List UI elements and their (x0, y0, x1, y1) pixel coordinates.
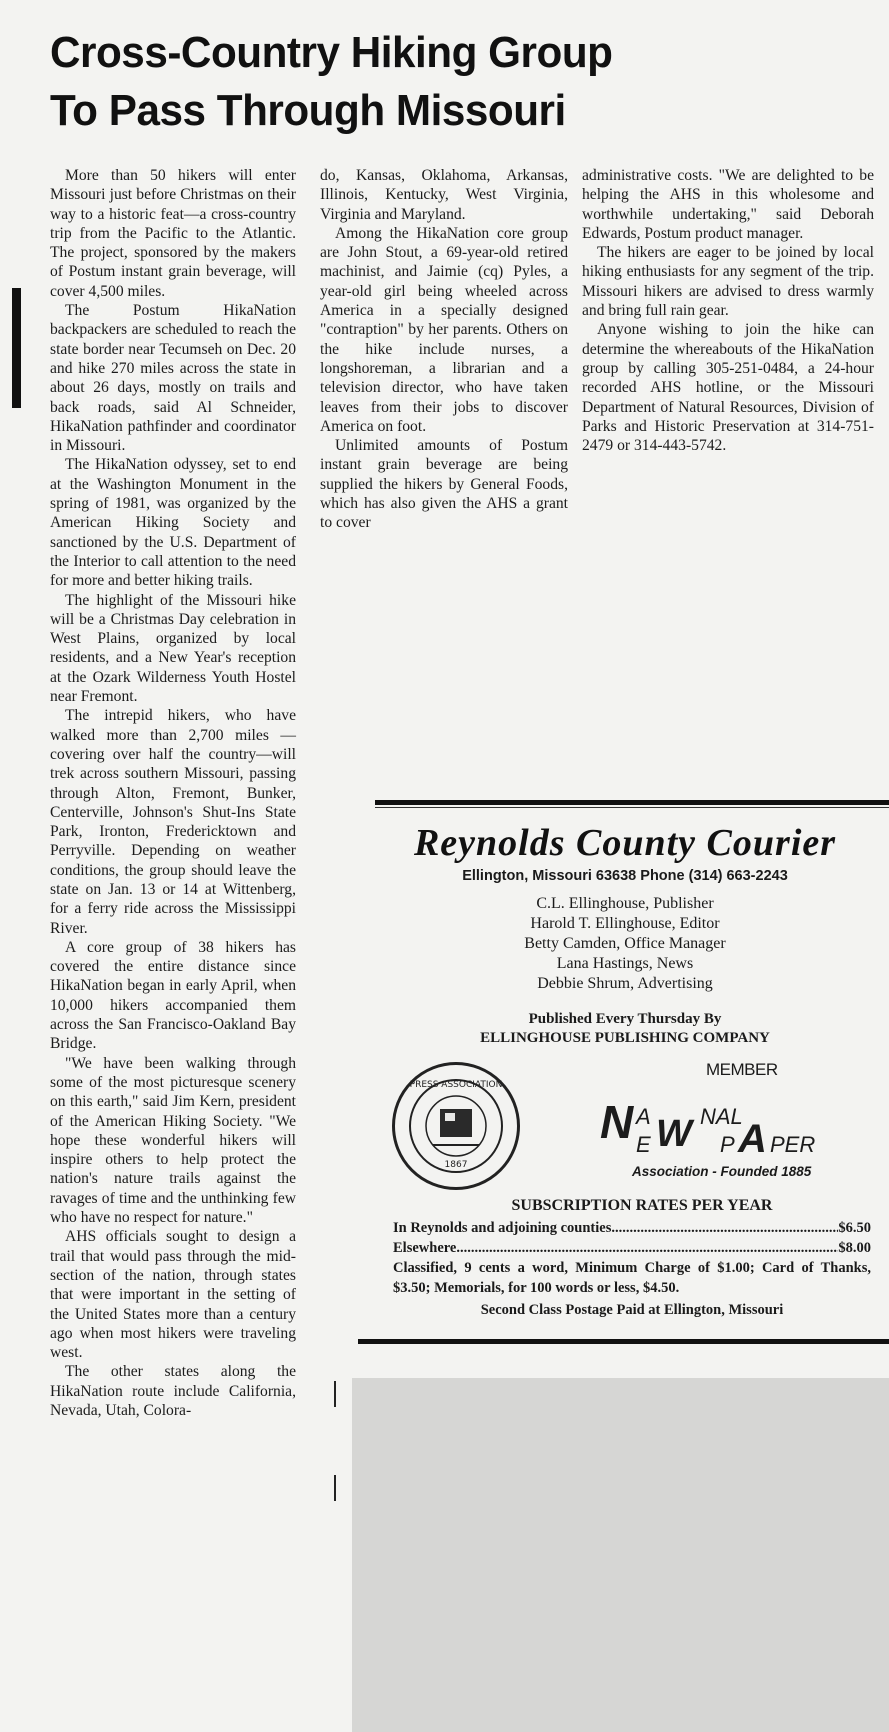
headline (50, 24, 760, 140)
article-paragraph: The other states along the HikaNation route include California, Nevada, Utah, Colora- (50, 1363, 296, 1419)
staff-item: Debbie Shrum, Advertising (537, 975, 713, 992)
nna-association-label: Association - Founded 1885 (632, 1164, 812, 1179)
article-paragraph: The Postum HikaNation backpackers are scheduled to reach the state border near Tecumseh on Dec. 20 and hike 270 miles across the state in about 26 days, mostly on trails and back roads, said Al Schneider, HikaNation pathfinder and coordinator in Missouri. (50, 302, 296, 455)
svg-text:W: W (656, 1113, 692, 1155)
masthead-bottom-rule (358, 1339, 889, 1344)
svg-text:PRESS ASSOCIATION: PRESS ASSOCIATION (409, 1080, 503, 1090)
svg-text:PER: PER (770, 1132, 816, 1157)
newspaper-name: Reynolds County Courier (413, 822, 837, 864)
svg-text:NAL: NAL (700, 1104, 743, 1129)
classified-rates-note: Classified, 9 cents a word, Minimum Charge of $1.00; Card of Thanks, $3.50; Memorials, for 100 words or less, $4.50. (393, 1260, 871, 1296)
article-paragraph: The highlight of the Missouri hike will be a Christmas Day celebration in West Plains, organized by local residents, and a New Year's reception at the Ozark Wilderness Youth Hostel near Fremont. (50, 591, 296, 706)
svg-text:N: N (600, 1098, 634, 1148)
masthead (390, 820, 860, 1048)
svg-text:A: A (738, 1117, 767, 1161)
article-paragraph: The hikers are eager to be joined by local hiking enthusiasts for any segment of the trip. Missouri hikers are advised to dress warmly and bring full rain gear. (582, 244, 874, 320)
margin-tick (334, 1381, 336, 1407)
svg-text:1867: 1867 (444, 1160, 468, 1170)
staff-item: Betty Camden, Office Manager (524, 935, 726, 952)
missouri-press-association-seal-icon (392, 1062, 520, 1190)
rate-row (393, 1218, 871, 1238)
article-paragraph: A core group of 38 hikers has covered the entire distance since HikaNation began in early April, when 10,000 hikers accompanied them across the San Francisco-Oakland Bay Bridge. (50, 938, 296, 1053)
postage-note: Second Class Postage Paid at Ellington, Missouri (480, 1302, 784, 1318)
masthead-top-rule (375, 800, 889, 805)
article-paragraph: Anyone wishing to join the hike can determine the whereabouts of the HikaNation group by calling 305-251-0484, a 24-hour recorded AHS hotline, or the Missouri Department of Natural Resources, Division of Parks and Historic Preservation at 314-751-2479 or 314-443-5742. (582, 321, 874, 455)
staff-list (390, 894, 860, 994)
subscription-box (393, 1196, 871, 1320)
staff-item: C.L. Ellinghouse, Publisher (536, 895, 714, 912)
svg-text:A: A (636, 1104, 651, 1129)
newspaper-address: Ellington, Missouri 63638 Phone (314) 663-2243 (462, 868, 788, 884)
publisher-info (390, 1010, 860, 1048)
article-paragraph: administrative costs. "We are delighted to be helping the AHS in this wholesome and worthwhile undertaking," said Deborah Edwards, Postum product manager. (582, 167, 874, 242)
member-label: MEMBER (706, 1060, 778, 1079)
rate-leader (611, 1218, 838, 1238)
rate-value: $8.00 (838, 1240, 871, 1256)
headline-line-2: To Pass Through Missouri (50, 86, 566, 135)
publisher-name: ELLINGHOUSE PUBLISHING COMPANY (480, 1030, 770, 1046)
rate-value: $6.50 (838, 1220, 871, 1236)
national-newspaper-association-logo-icon (600, 1098, 870, 1168)
published-line: Published Every Thursday By (528, 1011, 722, 1027)
margin-tick (334, 1475, 336, 1501)
margin-mark (12, 288, 21, 408)
rate-label: In Reynolds and adjoining counties (393, 1220, 612, 1236)
blank-gray-area (352, 1378, 889, 1732)
svg-text:E: E (636, 1132, 651, 1157)
rate-leader (456, 1238, 838, 1258)
article-paragraph: do, Kansas, Oklahoma, Arkansas, Illinois, Kentucky, West Virginia, Virginia and Maryland. (320, 167, 568, 223)
article-paragraph: More than 50 hikers will enter Missouri just before Christmas on their way to a historic feat—a cross-country trip from the Pacific to the Atlantic. The project, sponsored by the makers of Postum instant grain beverage, will cover 4,500 miles. (50, 167, 296, 300)
subscription-title: SUBSCRIPTION RATES PER YEAR (511, 1197, 773, 1214)
headline-line-1: Cross-Country Hiking Group (50, 28, 613, 77)
article-paragraph: "We have been walking through some of the most picturesque scenery on this earth," said Jim Kern, president of the American Hiking Society. "We hope these wonderful hikers will inspire others to help protect the nation's nature trails against the ravages of time and the unthinking few who have no respect for nature." (50, 1054, 296, 1227)
article-paragraph: AHS officials sought to design a trail that would pass through the mid-section of the nation, through states that were important in the setting of the United States more than a century ago when most hikers were traveling west. (50, 1228, 296, 1362)
article-paragraph: Unlimited amounts of Postum instant grain beverage are being supplied the hikers by General Foods, which has also given the AHS a grant to cover (320, 437, 568, 532)
svg-text:P: P (720, 1132, 735, 1157)
article-column-2 (320, 166, 568, 533)
staff-item: Lana Hastings, News (556, 955, 694, 972)
staff-item: Harold T. Ellinghouse, Editor (530, 915, 720, 932)
masthead-top-rule-thin (375, 807, 889, 808)
rate-label: Elsewhere (393, 1240, 457, 1256)
article-paragraph: The intrepid hikers, who have walked more than 2,700 miles — covering over half the country—will trek across southern Missouri, passing through Alton, Fremont, Bunker, Centerville, Johnson's Shut-Ins State Park, Ironton, Fredericktown and Perryville. Depending on weather conditions, the group should leave the state on Jan. 13 or 14 at Wittenberg, for a ferry ride across the Mississippi River. (50, 707, 296, 937)
article-column-3 (582, 166, 874, 455)
article-paragraph: The HikaNation odyssey, set to end at the Washington Monument in the spring of 1981, was organized by the American Hiking Society and sanctioned by the U.S. Department of the Interior to call attention to the need for more and better hiking trails. (50, 456, 296, 590)
article-paragraph: Among the HikaNation core group are John Stout, a 69-year-old retired machinist, and Jaimie (cq) Pyles, a year-old girl being wheeled across America in a specially designed "contraption" by her parents. Others on the hike include nurses, a longshoreman, a librarian and a television director, who have taken leaves from their jobs to discover America on foot. (320, 224, 568, 435)
article-column-1 (50, 166, 296, 1420)
rate-row (393, 1238, 871, 1258)
